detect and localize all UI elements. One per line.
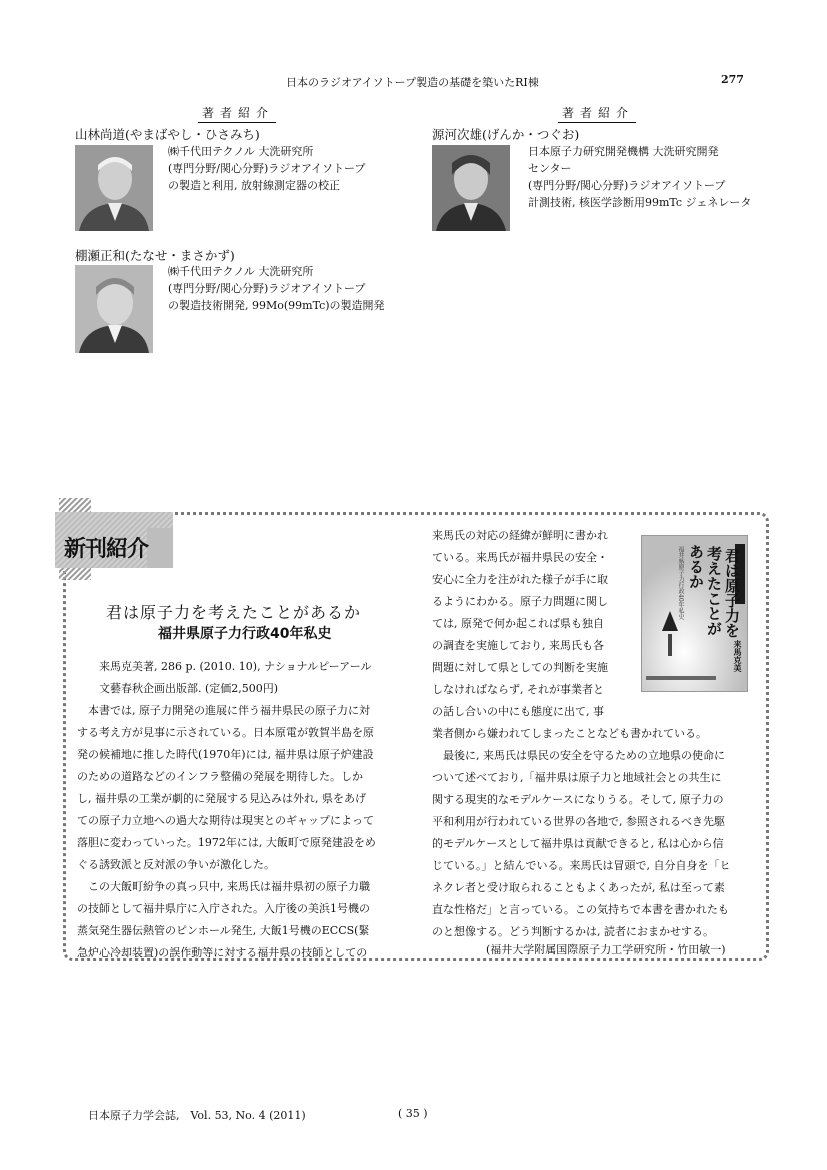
review-right-column-narrow <box>432 525 608 723</box>
author-bio-tanase <box>168 263 385 314</box>
bio-line: ㈱千代田テクノル 大洗研究所 <box>168 145 314 158</box>
book-cover-image <box>641 535 748 692</box>
text-line: 平和利用が行われている世界の各地で, 参照されるべき先駆 <box>432 815 725 828</box>
text-line: のと想像する。どう判断するかは, 読者におまかせする。 <box>432 925 714 938</box>
portrait-image <box>75 265 153 353</box>
bio-line: 計測技術, 核医学診断用99mTc ジェネレータ <box>528 196 752 209</box>
author-name-genka: 源河次雄(げんか・つぐお) <box>432 127 580 142</box>
text-line: この大飯町紛争の真っ只中, 来馬氏は福井県初の原子力職 <box>77 880 370 893</box>
text-line: るようにわかる。原子力問題に関し <box>432 595 608 608</box>
journal-citation: 日本原子力学会誌, Vol. 53, No. 4 (2011) <box>88 1109 306 1122</box>
text-line: する考え方が見事に示されている。日本原電が敦賀半島を原 <box>77 726 374 739</box>
text-line: 直な性格だ」と言っている。この気持ちで本書を書かれたも <box>432 903 729 916</box>
cover-title-line3: あるか <box>687 544 705 589</box>
author-photo-tanase <box>75 265 153 353</box>
reviewer-credit: (福井大学附属国際原子力工学研究所・竹田敏一) <box>486 943 726 956</box>
author-name-yamabayashi: 山林尚道(やまばやし・ひさみち) <box>75 127 260 142</box>
pub-line: 文藝春秋企画出版部. (定価2,500円) <box>99 682 279 695</box>
publication-info <box>99 656 372 700</box>
page-number: 277 <box>721 73 744 86</box>
cover-title-line2: 考えたことが <box>705 546 723 636</box>
book-title: 君は原子力を考えたことがあるか <box>106 603 362 622</box>
author-photo-yamabayashi <box>75 145 153 231</box>
text-line: ネクレ者と受け取られることもよくあったが, 私は至って素 <box>432 881 725 894</box>
review-left-column <box>77 700 376 964</box>
text-line: しなければならず, それが事業者と <box>432 683 604 696</box>
text-line: 業者側から嫌われてしまったことなども書かれている。 <box>432 727 707 740</box>
book-subtitle: 福井県原子力行政40年私史 <box>158 626 332 642</box>
bio-line: (専門分野/関心分野)ラジオアイソトープ <box>168 162 366 175</box>
running-header: 日本のラジオアイソトープ製造の基礎を築いたRI棟 <box>286 76 539 89</box>
text-line: の話し合いの中にも態度に出て, 事 <box>432 705 604 718</box>
text-line: ては, 原発で何か起これば県も独自 <box>432 617 604 630</box>
text-line: 落胆に変わっていった。1972年には, 大飯町で原発建設をめ <box>77 836 376 849</box>
text-line: ている。来馬氏が福井県民の安全・ <box>432 551 608 564</box>
text-line: 安心に全力を注がれた様子が手に取 <box>432 573 608 586</box>
bio-line: の製造技術開発, 99Mo(99mTc)の製造開発 <box>168 299 385 312</box>
text-line: 本書では, 原子力開発の進展に伴う福井県民の原子力に対 <box>77 704 370 717</box>
text-line: のための道路などのインフラ整備の発展を期待した。しか <box>77 770 363 783</box>
pub-line: 来馬克美著, 286 p. (2010. 10), ナショナルピーアール <box>99 660 372 673</box>
bio-line: の製造と利用, 放射線測定器の校正 <box>168 179 340 192</box>
bio-line: (専門分野/関心分野)ラジオアイソトープ <box>528 179 726 192</box>
text-line: ての原子力立地への過大な期待は現実とのギャップによって <box>77 814 374 827</box>
text-line: 来馬氏の対応の経緯が鮮明に書かれ <box>432 529 608 542</box>
text-line: 問題に対して県としての判断を実施 <box>432 661 608 674</box>
author-section-title-left: 著者紹介 <box>198 104 276 123</box>
bio-line: ㈱千代田テクノル 大洗研究所 <box>168 265 314 278</box>
text-line: ついて述べており,「福井県は原子力と地域社会との共生に <box>432 771 722 784</box>
review-right-column-wide <box>432 723 731 943</box>
author-section-title-right: 著者紹介 <box>558 104 636 123</box>
text-line: 最後に, 来馬氏は県民の安全を守るための立地県の使命に <box>432 749 725 762</box>
text-line: の調査を実施しており, 来馬氏も各 <box>432 639 604 652</box>
text-line: ぐる誘致派と反対派の争いが激化した。 <box>77 858 275 871</box>
bio-line: センター <box>528 162 572 175</box>
footer-page-number: ( 35 ) <box>398 1107 428 1120</box>
cover-subtitle: 福井県原子力行政40年私史 <box>677 546 684 620</box>
portrait-image <box>432 145 510 231</box>
bio-line: 日本原子力研究開発機構 大洗研究開発 <box>528 145 719 158</box>
cover-title-line1: 君は原子力を <box>723 548 741 638</box>
text-line: の技師として福井県庁に入庁された。入庁後の美浜1号機の <box>77 902 370 915</box>
cover-author: 来馬克美 <box>733 640 742 672</box>
author-bio-yamabayashi <box>168 143 365 194</box>
text-line: 的モデルケースとして福井県は貢献できると, 私は心から信 <box>432 837 724 850</box>
new-books-heading: 新刊紹介 <box>64 537 149 562</box>
bio-line: (専門分野/関心分野)ラジオアイソトープ <box>168 282 366 295</box>
text-line: 関する現実的なモデルケースになりうる。そして, 原子力の <box>432 793 724 806</box>
portrait-image <box>75 145 153 231</box>
text-line: 蒸気発生器伝熱管のピンホール発生, 大飯1号機のECCS(緊 <box>77 924 370 937</box>
text-line: し, 福井県の工業が劇的に発展する見込みは外れ, 県をあげ <box>77 792 366 805</box>
author-bio-genka <box>528 143 751 211</box>
text-line: じている。」と結んでいる。来馬氏は冒頭で, 自分自身を「ヒ <box>432 859 731 872</box>
author-name-tanase: 棚瀬正和(たなせ・まさかず) <box>75 248 235 263</box>
text-line: 発の候補地に推した時代(1970年)には, 福井県は原子炉建設 <box>77 748 374 761</box>
text-line: 急炉心冷却装置)の誤作動等に対する福井県の技師としての <box>77 946 368 959</box>
author-photo-genka <box>432 145 510 231</box>
